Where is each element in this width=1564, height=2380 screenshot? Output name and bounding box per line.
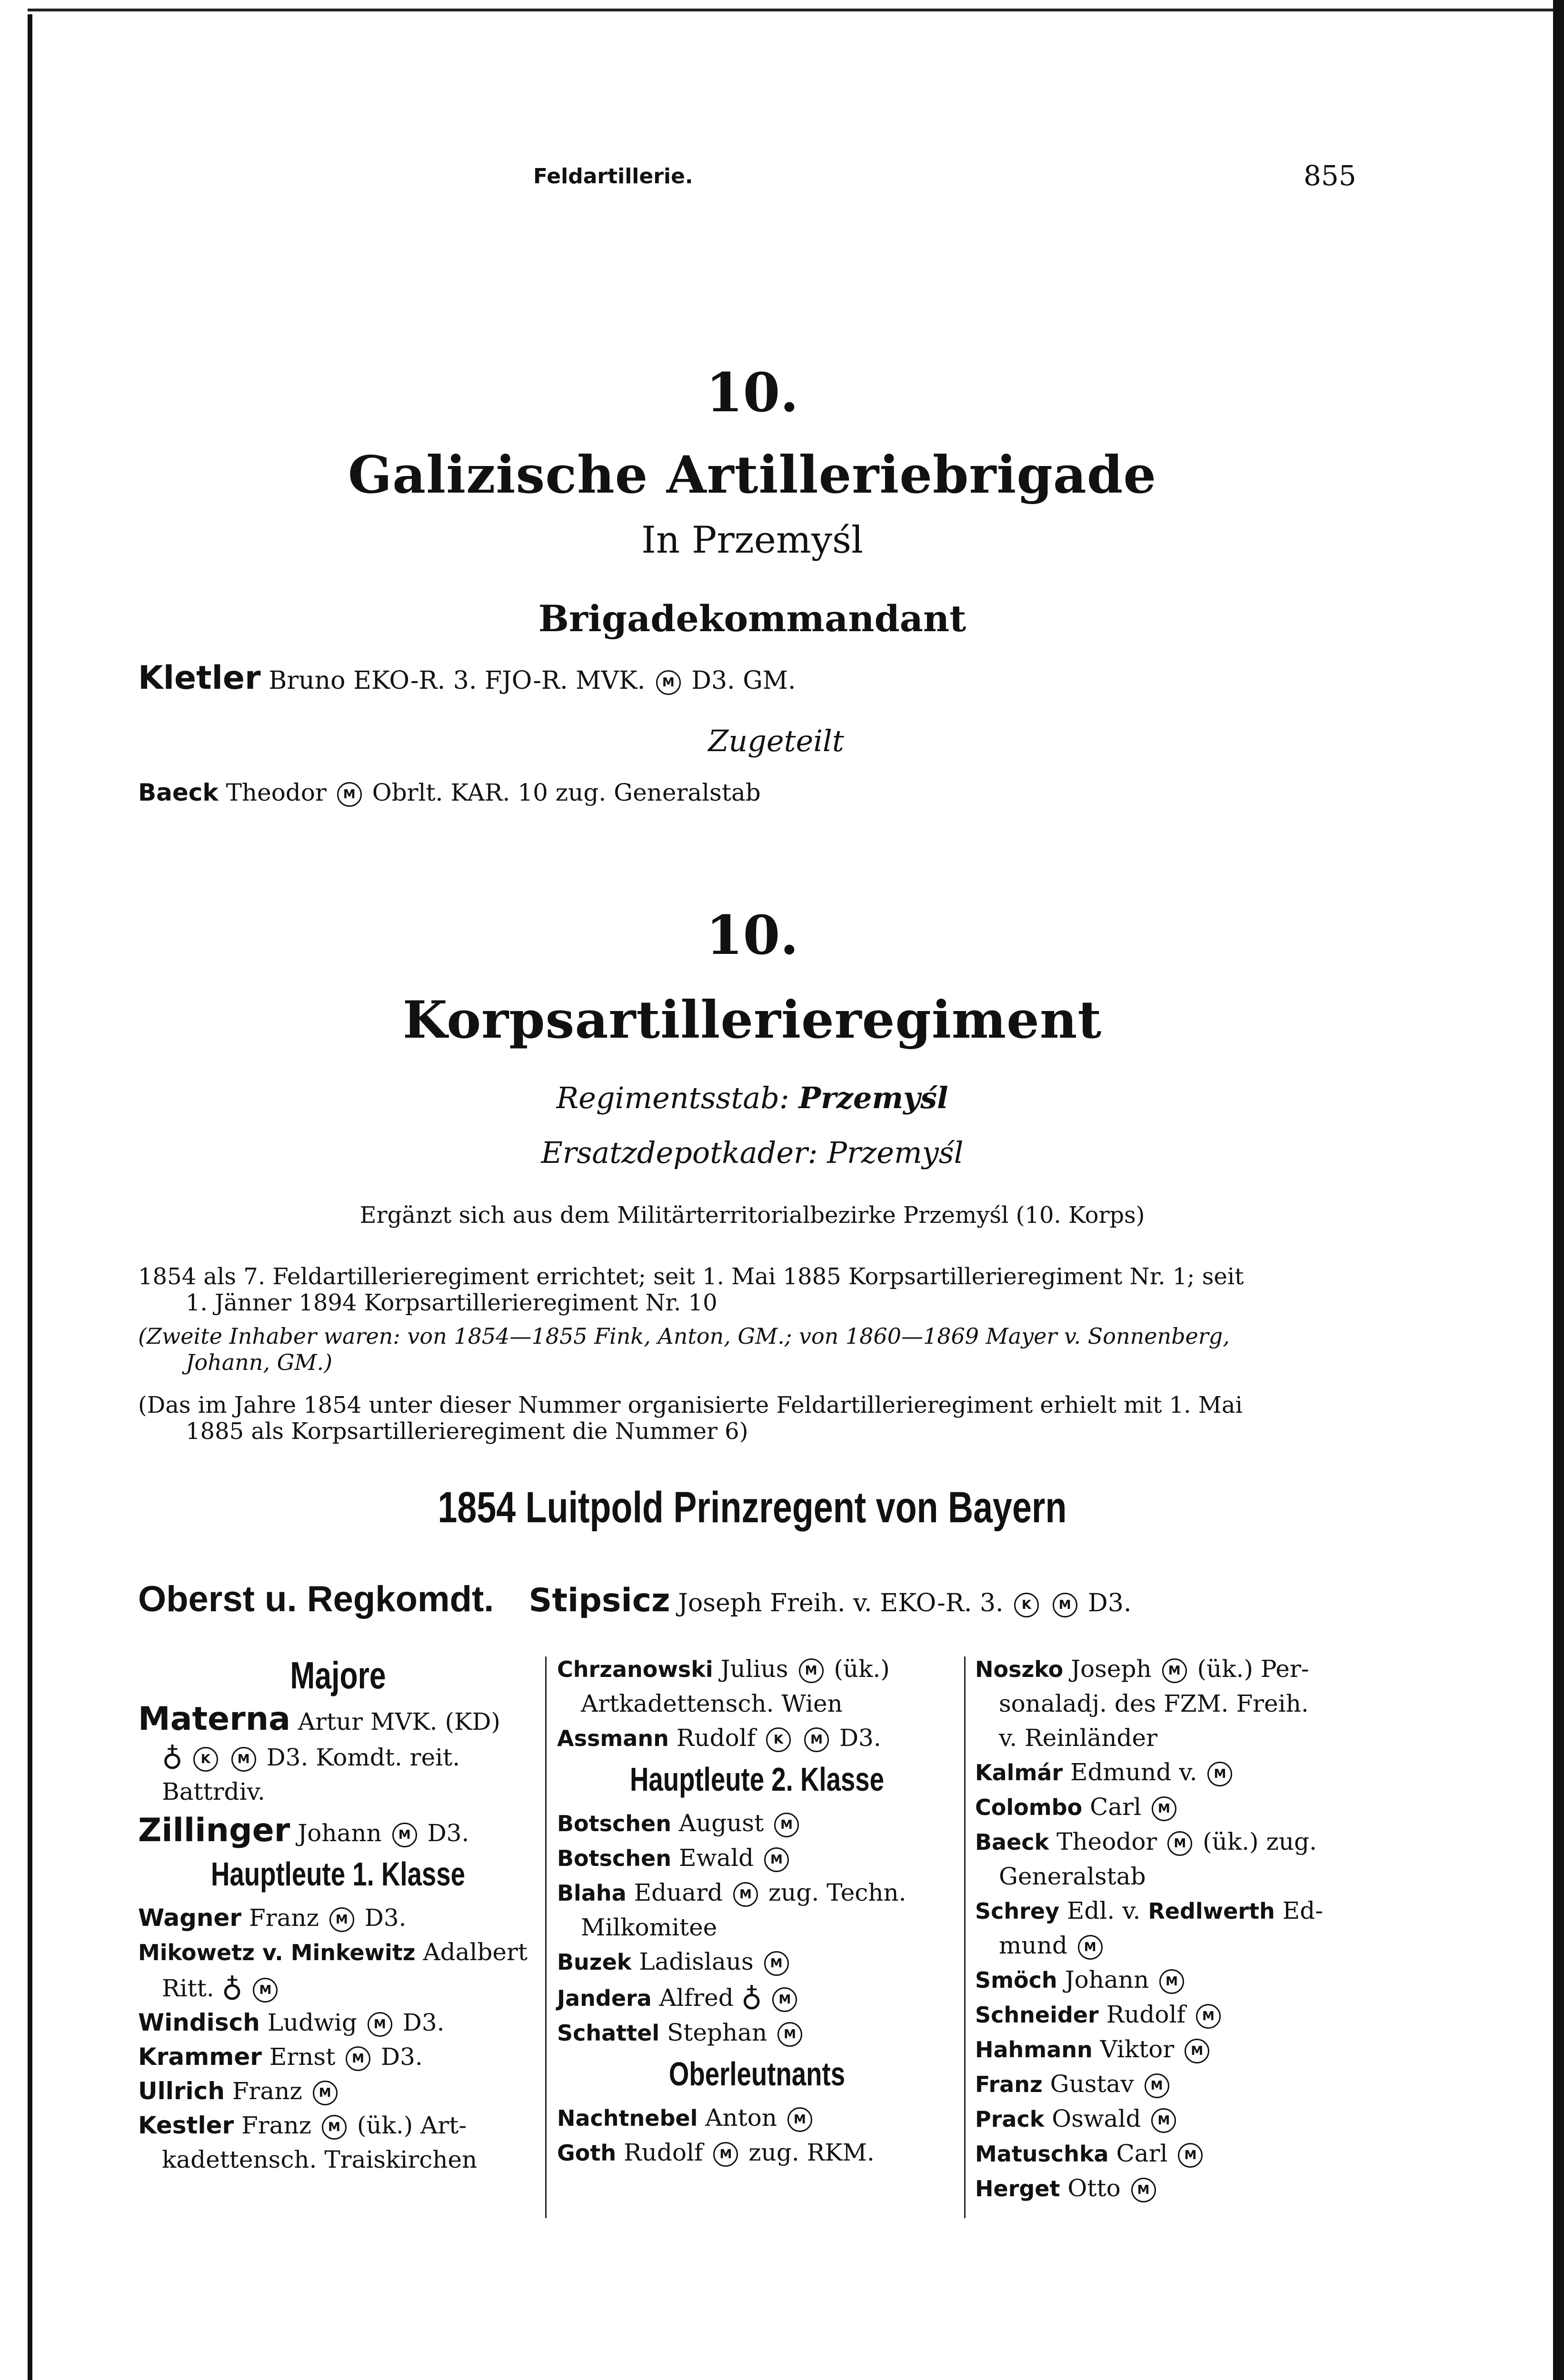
note-line-1: (Das im Jahre 1854 unter dieser Nummer organisierte Feldartillerieregiment erhielt mit 1. Mai (138, 1392, 1243, 1418)
inhaber-line-1: (Zweite Inhaber waren: von 1854—1855 Fink, Anton, GM.; von 1860—1869 Mayer v. Sonnenberg, (138, 1323, 1230, 1349)
list-item (557, 1652, 957, 1686)
entry-details: Edl. v. (1066, 1897, 1141, 1924)
entry-name: Nachtnebel (557, 2105, 698, 2131)
majore-heading: Majore (290, 1654, 386, 1696)
zugeteilt-first-name: Theodor (226, 779, 327, 806)
entry-details: Ed- (1282, 1897, 1324, 1924)
knight-cross-icon: K (1014, 1593, 1039, 1617)
merit-medal-icon: M (392, 1823, 417, 1847)
entry-details: Otto (1067, 2174, 1121, 2202)
entry-name: Colombo (975, 1795, 1083, 1820)
entry-details: Johann (298, 1819, 382, 1847)
entry-details: Ewald (678, 1844, 754, 1872)
entry-name: Materna (138, 1700, 291, 1738)
entry-details: Johann (1065, 1966, 1149, 1993)
merit-medal-icon: M (804, 1727, 829, 1752)
entry-details: Viktor (1100, 2035, 1175, 2063)
entry-details: Edmund v. (1070, 1758, 1197, 1786)
list-item (975, 1790, 1370, 1825)
merit-medal-icon: M (313, 2081, 338, 2105)
entry-details: Alfred (659, 1984, 734, 2012)
merit-medal-icon: M (764, 1847, 789, 1872)
merit-medal-icon: M (1178, 2143, 1203, 2168)
commander-details-end: D3. GM. (691, 666, 796, 695)
merit-medal-icon: M (799, 1658, 824, 1683)
list-item (557, 2015, 957, 2050)
merit-medal-icon: M (1078, 1935, 1103, 1960)
list-item (975, 2102, 1370, 2136)
merit-medal-icon: M (1162, 1658, 1187, 1683)
merit-medal-icon: M (1152, 1796, 1176, 1821)
entry-details: D3. Komdt. reit. (266, 1744, 460, 1771)
order-cross-icon: ♁ (741, 1980, 762, 2013)
brigade-title: Galizische Artilleriebrigade (348, 445, 1157, 505)
entry-details: Carl (1116, 2140, 1168, 2167)
running-header: Feldartillerie. (533, 164, 693, 188)
history-line-1: 1854 als 7. Feldartillerieregiment errichtet; seit 1. Mai 1885 Korpsartillerieregiment Nr. 1; seit (138, 1263, 1244, 1290)
column-divider-1 (545, 1656, 547, 2218)
brigade-location: In Przemyśl (641, 519, 863, 562)
merit-medal-icon: M (656, 670, 681, 695)
oberleutnants-heading: Oberleutnants (668, 2055, 846, 2092)
entry-details: Gustav (1050, 2070, 1134, 2098)
entry-name: Prack (975, 2106, 1045, 2132)
order-cross-icon: ♁ (162, 1739, 183, 1773)
commander-name: Kletler (138, 659, 261, 697)
entry-details: Joseph (1071, 1655, 1152, 1683)
entry-details: Stephan (667, 2019, 767, 2046)
list-item (557, 1875, 957, 1910)
list-item (975, 1652, 1370, 1686)
merit-medal-icon: M (368, 2012, 392, 2037)
entry-details: (ük.) Art- (357, 2112, 467, 2139)
list-item-cont (975, 1928, 1370, 1963)
list-item (138, 2108, 538, 2142)
entry-name: Windisch (138, 2009, 260, 2036)
list-item (138, 1935, 538, 1970)
entry-name: Franz (975, 2072, 1043, 2097)
merit-medal-icon: M (231, 1747, 256, 1772)
entry-name: Assmann (557, 1726, 669, 1751)
entry-details: D3. (839, 1724, 881, 1752)
zugeteilt-details: Obrlt. KAR. 10 zug. Generalstab (372, 779, 761, 806)
regiment-owner: 1854 Luitpold Prinzregent von Bayern (438, 1483, 1067, 1532)
entry-name: Kestler (138, 2112, 234, 2139)
merit-medal-icon: M (713, 2142, 738, 2167)
note-line-2: 1885 als Korpsartillerieregiment die Nummer 6) (186, 1418, 748, 1445)
zugeteilt-name: Baeck (138, 779, 219, 806)
entry-details: zug. RKM. (748, 2139, 875, 2166)
entry-details: Ludwig (267, 2009, 357, 2036)
entry-name: Ullrich (138, 2077, 225, 2105)
knight-cross-icon: K (766, 1727, 791, 1752)
list-item-cont (138, 1739, 538, 1775)
entry-details: Ladislaus (639, 1948, 754, 1975)
list-item-cont: v. Reinländer (999, 1724, 1158, 1752)
entry-details: Carl (1090, 1793, 1142, 1821)
list-item (557, 2135, 957, 2170)
ersatz-line: Ersatzdepotkader: Przemyśl (541, 1135, 964, 1170)
entry-name: Blaha (557, 1880, 627, 1906)
merit-medal-icon: M (329, 1907, 354, 1932)
entry-details: Rudolf (676, 1724, 756, 1752)
entry-name: Schneider (975, 2002, 1099, 2028)
column-3 (975, 1652, 1370, 2206)
entry-details: Ernst (269, 2043, 336, 2071)
oberst-entry (138, 1580, 1366, 1622)
entry-details: Oswald (1052, 2105, 1141, 2132)
regiment-staff (138, 1081, 1366, 1115)
entry-name: Baeck (975, 1829, 1049, 1855)
entry-name: Matuschka (975, 2141, 1109, 2167)
list-item (557, 1841, 957, 1875)
merit-medal-icon: M (253, 1978, 278, 2003)
entry-name: Hahmann (975, 2037, 1093, 2063)
entry-details: zug. Techn. (768, 1879, 907, 1906)
zugeteilt-heading: Zugeteilt (708, 724, 844, 758)
order-cross-icon: ♁ (221, 1970, 243, 2003)
list-item-cont (138, 1970, 538, 2005)
entry-details: Artur MVK. (KD) (298, 1708, 500, 1735)
merit-medal-icon: M (1207, 1762, 1232, 1786)
list-item-cont: Generalstab (999, 1863, 1146, 1890)
list-item (138, 2074, 538, 2108)
oberst-name: Stipsicz (528, 1582, 670, 1619)
merit-medal-icon: M (346, 2046, 370, 2071)
merit-medal-icon: M (1145, 2073, 1169, 2098)
list-item (557, 1721, 957, 1755)
list-item (138, 2040, 538, 2074)
oberst-details-end: D3. (1088, 1589, 1132, 1617)
entry-name: Jandera (557, 1985, 652, 2011)
list-item (975, 1963, 1370, 1997)
merit-medal-icon: M (764, 1951, 789, 1976)
list-item-cont: kadettensch. Traiskirchen (162, 2146, 478, 2173)
merit-medal-icon: M (337, 782, 362, 807)
brigade-number: 10. (706, 362, 799, 424)
list-item (975, 2136, 1370, 2171)
list-item (138, 1702, 538, 1739)
commander-details: Bruno EKO-R. 3. FJO-R. MVK. (269, 666, 646, 695)
list-item (975, 1825, 1370, 1859)
merit-medal-icon: M (1167, 1831, 1192, 1856)
entry-details: Anton (705, 2104, 777, 2132)
entry-details: Franz (249, 1904, 319, 1932)
merit-medal-icon: M (322, 2115, 347, 2140)
regiment-number: 10. (706, 904, 799, 967)
merit-medal-icon: M (787, 2107, 812, 2132)
entry-name: Buzek (557, 1949, 632, 1975)
entry-details: Franz (232, 2077, 302, 2105)
list-item (975, 1894, 1370, 1928)
recruitment-district: Ergänzt sich aus dem Militärterritorialbezirke Przemyśl (10. Korps) (359, 1202, 1145, 1229)
column-divider-2 (964, 1656, 966, 2218)
entry-name: Chrzanowski (557, 1656, 713, 1682)
entry-name: Herget (975, 2176, 1060, 2202)
list-item-cont: sonaladj. des FZM. Freih. (999, 1690, 1309, 1717)
entry-name: Kalmár (975, 1760, 1063, 1785)
entry-name: Schrey (975, 1898, 1060, 1924)
staff-label: Regimentsstab: (556, 1081, 789, 1115)
entry-name: Wagner (138, 1904, 242, 1932)
entry-details: D3. (364, 1904, 407, 1932)
entry-details: Ritt. (162, 1974, 214, 2002)
column-2 (557, 1652, 957, 2170)
entry-details: Theodor (1056, 1828, 1157, 1855)
entry-name: Botschen (557, 1811, 671, 1836)
hauptleute-1-heading: Hauptleute 1. Klasse (210, 1855, 466, 1893)
entry-details: D3. (427, 1819, 469, 1847)
list-item (975, 1997, 1370, 2032)
merit-medal-icon: M (777, 2022, 802, 2047)
list-item (975, 1755, 1370, 1790)
oberst-label: Oberst u. Regkomdt. (138, 1579, 494, 1619)
merit-medal-icon: M (772, 1987, 797, 2012)
entry-name: Krammer (138, 2043, 262, 2071)
list-item (138, 2005, 538, 2040)
entry-details: mund (999, 1932, 1067, 1959)
entry-details: Franz (241, 2112, 312, 2139)
entry-details: Julius (720, 1655, 788, 1683)
merit-medal-icon: M (1131, 2178, 1156, 2202)
entry-details: August (678, 1809, 764, 1837)
entry-name: Goth (557, 2140, 617, 2166)
list-item (557, 2101, 957, 2135)
staff-location: Przemyśl (798, 1081, 948, 1115)
entry-name: Mikowetz v. Minkewitz (138, 1940, 416, 1965)
merit-medal-icon: M (774, 1813, 799, 1837)
regiment-title: Korpsartillerieregiment (402, 990, 1102, 1050)
merit-medal-icon: M (733, 1882, 758, 1907)
entry-name: Noszko (975, 1656, 1064, 1682)
entry-name-part: Redlwerth (1148, 1898, 1275, 1924)
list-item-cont: Artkadettensch. Wien (581, 1690, 843, 1717)
scan-border-right (1553, 0, 1564, 2380)
list-item (557, 1979, 957, 2015)
entry-details: D3. (402, 2009, 445, 2036)
history-line-2: 1. Jänner 1894 Korpsartillerieregiment Nr. 10 (186, 1289, 717, 1316)
entry-details: Rudolf (624, 2139, 703, 2166)
merit-medal-icon: M (1159, 1969, 1184, 1994)
entry-details: (ük.) zug. (1203, 1828, 1317, 1855)
entry-name: Schattel (557, 2020, 660, 2046)
list-item (975, 2032, 1370, 2067)
entry-details: Rudolf (1106, 2001, 1186, 2028)
page-number: 855 (1304, 159, 1356, 192)
merit-medal-icon: M (1151, 2108, 1176, 2133)
commander-heading: Brigadekommandant (538, 597, 966, 640)
inhaber-line-2: Johann, GM.) (186, 1349, 333, 1375)
entry-name: Zillinger (138, 1812, 290, 1849)
commander-entry (138, 659, 1366, 697)
entry-name: Smöch (975, 1967, 1057, 1993)
entry-details: (ük.) (834, 1655, 890, 1683)
list-item (138, 1814, 538, 1850)
entry-details: Eduard (634, 1879, 723, 1906)
scan-border-top (28, 9, 1564, 11)
list-item-cont: Battrdiv. (162, 1778, 265, 1805)
list-item (557, 1944, 957, 1979)
list-item-cont: Milkomitee (581, 1914, 717, 1941)
list-item (557, 1806, 957, 1841)
entry-details: (ük.) Per- (1197, 1655, 1309, 1683)
scan-border-left (28, 14, 32, 2380)
merit-medal-icon: M (1196, 2004, 1221, 2029)
oberst-details: Joseph Freih. v. EKO-R. 3. (678, 1589, 1004, 1617)
hauptleute-2-heading: Hauptleute 2. Klasse (629, 1761, 885, 1798)
entry-details: D3. (381, 2043, 423, 2071)
zugeteilt-entry (138, 778, 1366, 807)
column-1 (138, 1652, 538, 2177)
knight-cross-icon: K (193, 1747, 218, 1772)
merit-medal-icon: M (1185, 2039, 1209, 2063)
list-item (138, 1901, 538, 1935)
merit-medal-icon: M (1053, 1593, 1077, 1617)
list-item (975, 2171, 1370, 2206)
list-item (975, 2067, 1370, 2102)
entry-name: Botschen (557, 1845, 671, 1871)
entry-details: Adalbert (423, 1938, 528, 1966)
